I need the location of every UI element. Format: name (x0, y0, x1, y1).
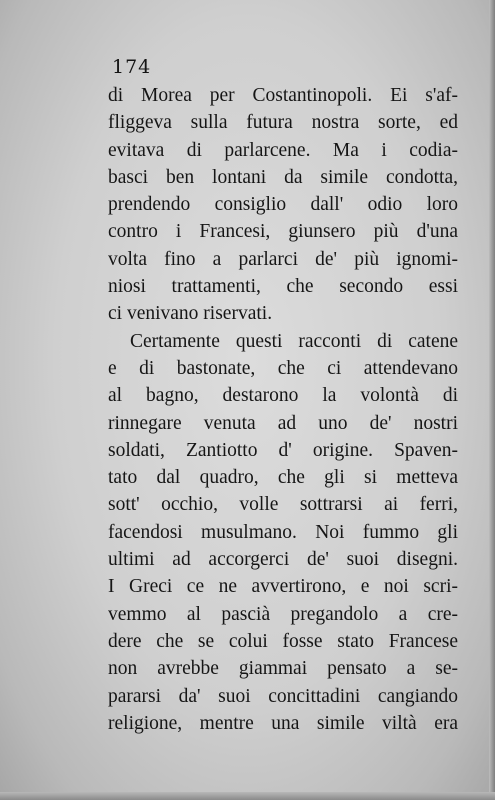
page-number: 174 (112, 56, 152, 78)
text-line: I Greci ce ne avvertirono, e noi scri- (108, 576, 458, 598)
text-line: dere che se colui fosse stato Francese (108, 630, 458, 652)
text-line: soldati, Zantiotto d' origine. Spaven- (108, 439, 458, 461)
text-line: sott' occhio, volle sottrarsi ai ferri, (108, 494, 458, 516)
page-bottom-shadow (0, 792, 495, 800)
text-line: prendendo consiglio dall' odio loro (108, 194, 458, 216)
paragraph-end-line: ci venivano riservati. (108, 303, 273, 325)
text-line: basci ben lontani da simile condotta, (108, 166, 458, 188)
text-line: al bagno, destarono la volontà di (108, 385, 458, 407)
text-line: e di bastonate, che ci attendevano (108, 357, 458, 379)
body-text (108, 82, 458, 737)
text-line: non avrebbe giammai pensato a se- (108, 658, 458, 680)
text-line: fliggeva sulla futura nostra sorte, ed (108, 112, 458, 134)
text-line: volta fino a parlarci de' più ignomi- (108, 248, 458, 270)
text-line: evitava di parlarcene. Ma i codia- (108, 139, 458, 161)
page-edge-shadow (489, 0, 495, 800)
text-line: tato dal quadro, che gli si metteva (108, 467, 458, 489)
paragraph-start-line: Certamente questi racconti di catene (130, 330, 458, 352)
text-line: religione, mentre una simile viltà era (108, 712, 458, 734)
text-line: niosi trattamenti, che secondo essi (108, 276, 458, 298)
text-line: vemmo al pascià pregandolo a cre- (108, 603, 458, 625)
text-line: facendosi musulmano. Noi fummo gli (108, 521, 458, 543)
text-line: ultimi ad accorgerci de' suoi disegni. (108, 549, 458, 571)
text-line: rinnegare venuta ad uno de' nostri (108, 412, 458, 434)
text-line: contro i Francesi, giunsero più d'una (108, 221, 458, 243)
text-line: di Morea per Costantinopoli. Ei s'af- (108, 85, 458, 106)
text-line: pararsi da' suoi concittadini cangiando (108, 685, 458, 707)
